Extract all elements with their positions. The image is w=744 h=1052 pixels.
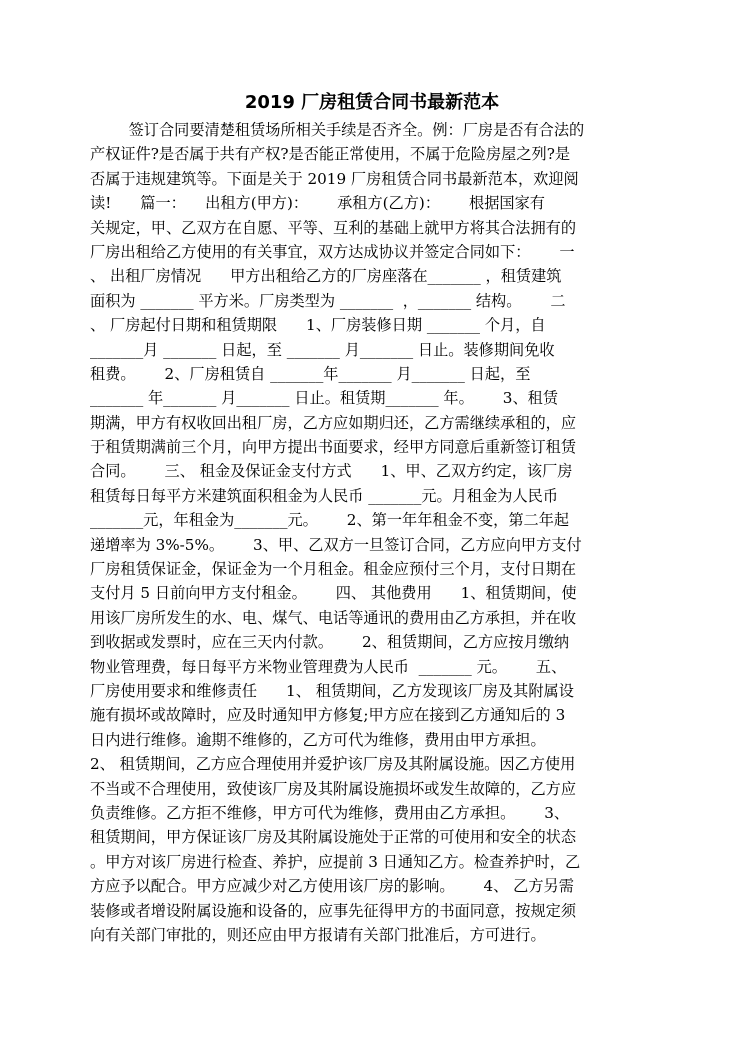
body-line: 租赁期间，甲方保证该厂房及其附属设施处于正常的可使用和安全的状态 [90,828,576,847]
body-line: 施有损坏或故障时，应及时通知甲方修复;甲方应在接到乙方通知后的 3 [90,706,566,725]
body-line: 租费。 2、厂房租赁自 _______年_______ 月_______ 日起，至 [90,364,531,383]
body-line: 支付月 5 日前向甲方支付租金。 四、 其他费用 1、租赁期间，使 [90,584,577,603]
body-line: 递增率为 3%-5%。 3、甲、乙双方一旦签订合同，乙方应向甲方支付 [90,535,582,554]
body-line: 方应予以配合。甲方应减少对乙方使用该厂房的影响。 4、 乙方另需 [90,877,574,896]
body-line: _______元，年租金为_______元。 2、第一年年租金不变，第二年起 [90,511,570,530]
body-line: 读! 篇一： 出租方(甲方)： 承租方(乙方)： 根据国家有 [90,194,545,213]
body-line: 关规定，甲、乙双方在自愿、平等、互利的基础上就甲方将其合法拥有的 [90,218,576,237]
body-line: 、 厂房起付日期和租赁期限 1、厂房装修日期 _______ 个月，自 [90,316,546,335]
body-line: 装修或者增设附属设施和设备的，应事先征得甲方的书面同意，按规定须 [90,901,576,920]
body-line: 到收据或发票时，应在三天内付款。 2、租赁期间，乙方应按月缴纳 [90,633,570,652]
body-line: 期满，甲方有权收回出租厂房，乙方应如期归还，乙方需继续承租的，应 [90,413,576,432]
body-line: 租赁每日每平方米建筑面积租金为人民币 _______元。月租金为人民币 [90,486,559,505]
body-line: 不当或不合理使用，致使该厂房及其附属设施损坏或发生故障的，乙方应 [90,779,576,798]
body-line: 厂房出租给乙方使用的有关事宜，双方达成协议并签定合同如下： 一 [90,242,575,261]
body-line: 。甲方对该厂房进行检查、养护，应提前 3 日通知乙方。检查养护时，乙 [90,852,581,871]
body-line: 否属于违规建筑等。下面是关于 2019 厂房租赁合同书最新范本，欢迎阅 [90,169,579,188]
body-line: 于租赁期满前三个月，向甲方提出书面要求，经甲方同意后重新签订租赁 [90,438,576,457]
body-line: 合同。 三、 租金及保证金支付方式 1、甲、乙双方约定，该厂房 [90,462,573,481]
body-line: 物业管理费，每日每平方米物业管理费为人民币 _______ 元。 五、 [90,657,567,676]
body-line: 用该厂房所发生的水、电、煤气、电话等通讯的费用由乙方承担，并在收 [90,608,576,627]
body-line: 2、 租赁期间，乙方应合理使用并爱护该厂房及其附属设施。因乙方使用 [90,755,576,774]
document-title: 2019 厂房租赁合同书最新范本 [244,92,500,113]
body-line: 面积为 _______ 平方米。厂房类型为 _______ ，_______ 结构。 二 [90,291,566,310]
body-line: 、 出租厂房情况 甲方出租给乙方的厂房座落在_______ ，租赁建筑 [90,267,562,286]
body-line: 产权证件?是否属于共有产权?是否能正常使用，不属于危险房屋之列?是 [90,145,571,164]
body-line: 厂房租赁保证金，保证金为一个月租金。租金应预付三个月，支付日期在 [90,560,576,579]
document-body [90,118,654,947]
body-line: 签订合同要清楚租赁场所相关手续是否齐全。例：厂房是否有合法的 [90,121,585,139]
body-line: 负责维修。乙方拒不维修，甲方可代为维修，费用由乙方承担。 3、 [90,803,570,822]
body-line: 向有关部门审批的，则还应由甲方报请有关部门批准后，方可进行。 [90,925,546,944]
body-line: _______月 _______ 日起，至 _______ 月_______ 日止。装修期间免收 [90,340,555,359]
body-line: 厂房使用要求和维修责任 1、 租赁期间，乙方发现该厂房及其附属设 [90,681,574,700]
body-line: _______ 年_______ 月_______ 日止。租赁期_______ 年。 3、租赁 [90,389,559,408]
body-line: 日内进行维修。逾期不维修的，乙方可代为维修，费用由甲方承担。 [90,730,546,749]
